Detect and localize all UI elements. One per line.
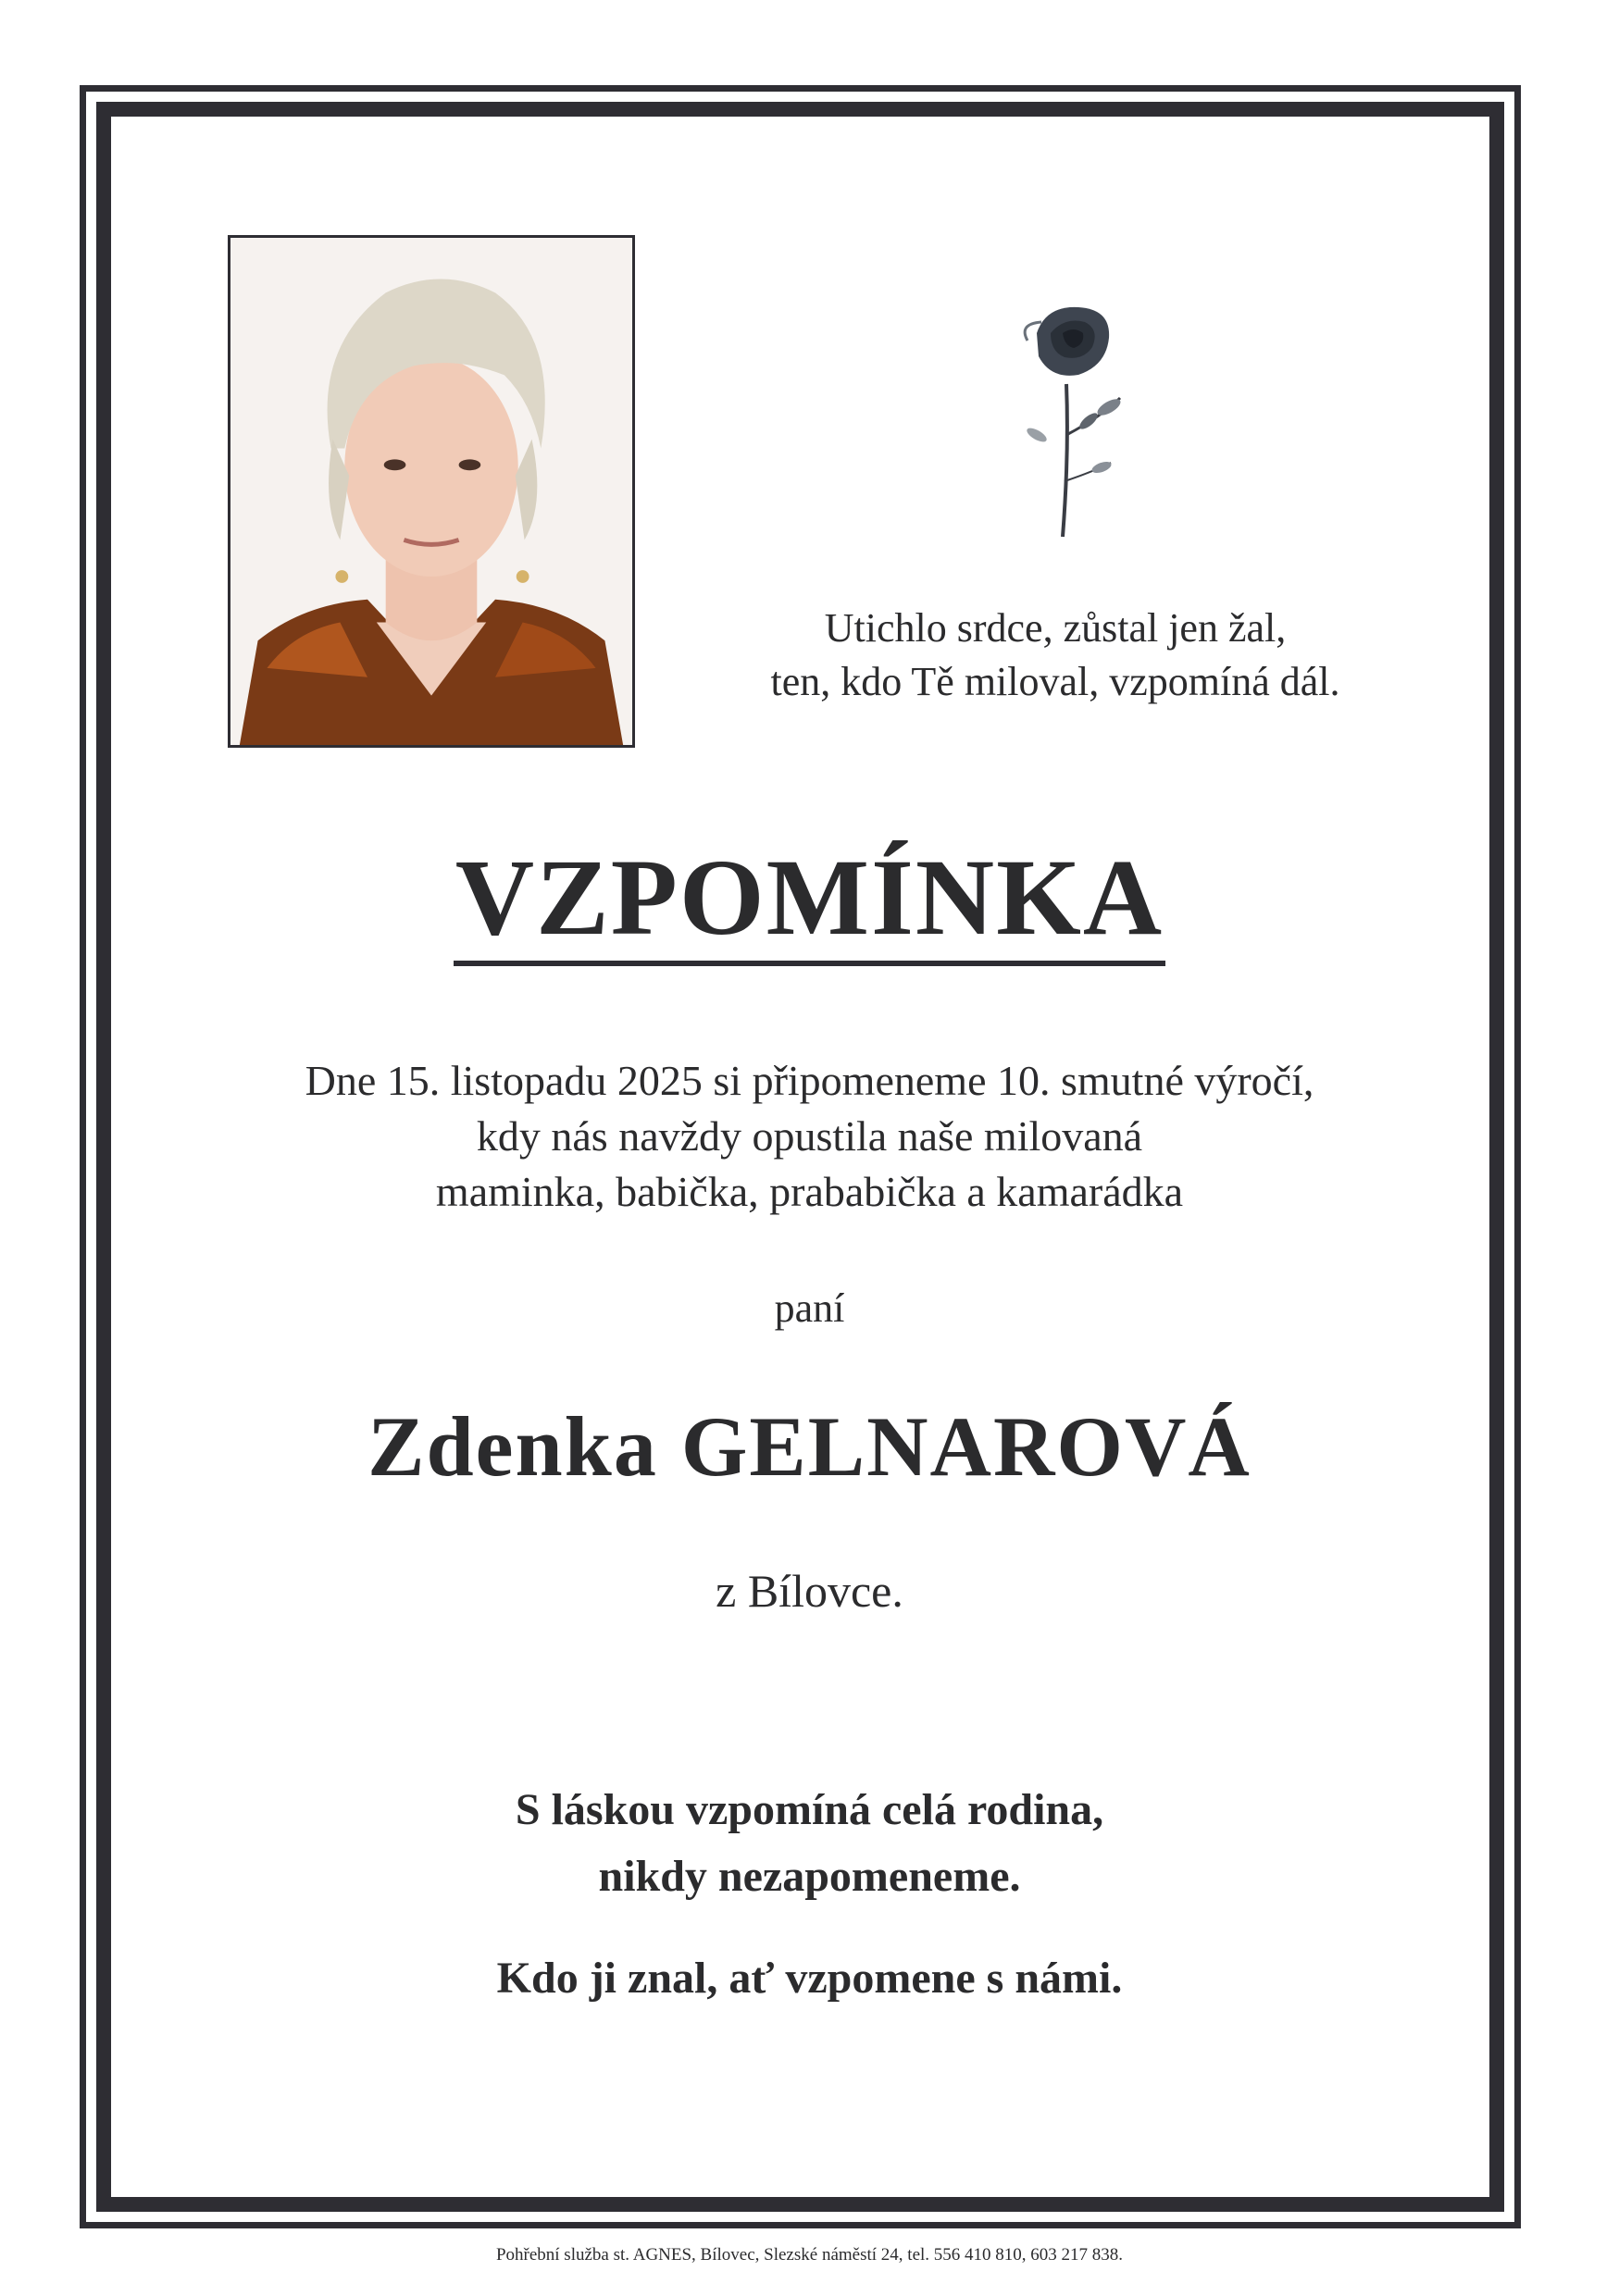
- motto: [685, 602, 1426, 709]
- motto-line-1: Utichlo srdce, zůstal jen žal,: [824, 605, 1287, 651]
- deceased-name: Zdenka GELNAROVÁ: [367, 1399, 1252, 1494]
- page-title: [0, 837, 1619, 966]
- announcement-line-3: maminka, babička, prababička a kamarádka: [435, 1168, 1184, 1215]
- closing-line: Kdo ji znal, ať vzpomene s námi.: [496, 1954, 1123, 2003]
- rose-icon: [1000, 296, 1148, 546]
- motto-line-2: ten, kdo Tě miloval, vzpomíná dál.: [770, 659, 1340, 704]
- footer-funeral-service: Pohřební služba st. AGNES, Bílovec, Slezské náměstí 24, tel. 556 410 810, 603 217 838.: [495, 2245, 1124, 2265]
- family-line-1: S láskou vzpomíná celá rodina,: [515, 1785, 1104, 1834]
- announcement-line-1: Dne 15. listopadu 2025 si připomeneme 10. smutné výročí,: [305, 1057, 1314, 1104]
- announcement-line-2: kdy nás navždy opustila naše milovaná: [476, 1112, 1143, 1160]
- page-title-text: VZPOMÍNKA: [454, 842, 1165, 966]
- family-message: [0, 1777, 1619, 1910]
- origin: z Bílovce.: [716, 1565, 903, 1617]
- family-line-2: nikdy nezapomeneme.: [598, 1852, 1021, 1901]
- honorific: paní: [774, 1285, 845, 1331]
- portrait-photo: [228, 235, 635, 748]
- announcement: [0, 1053, 1619, 1220]
